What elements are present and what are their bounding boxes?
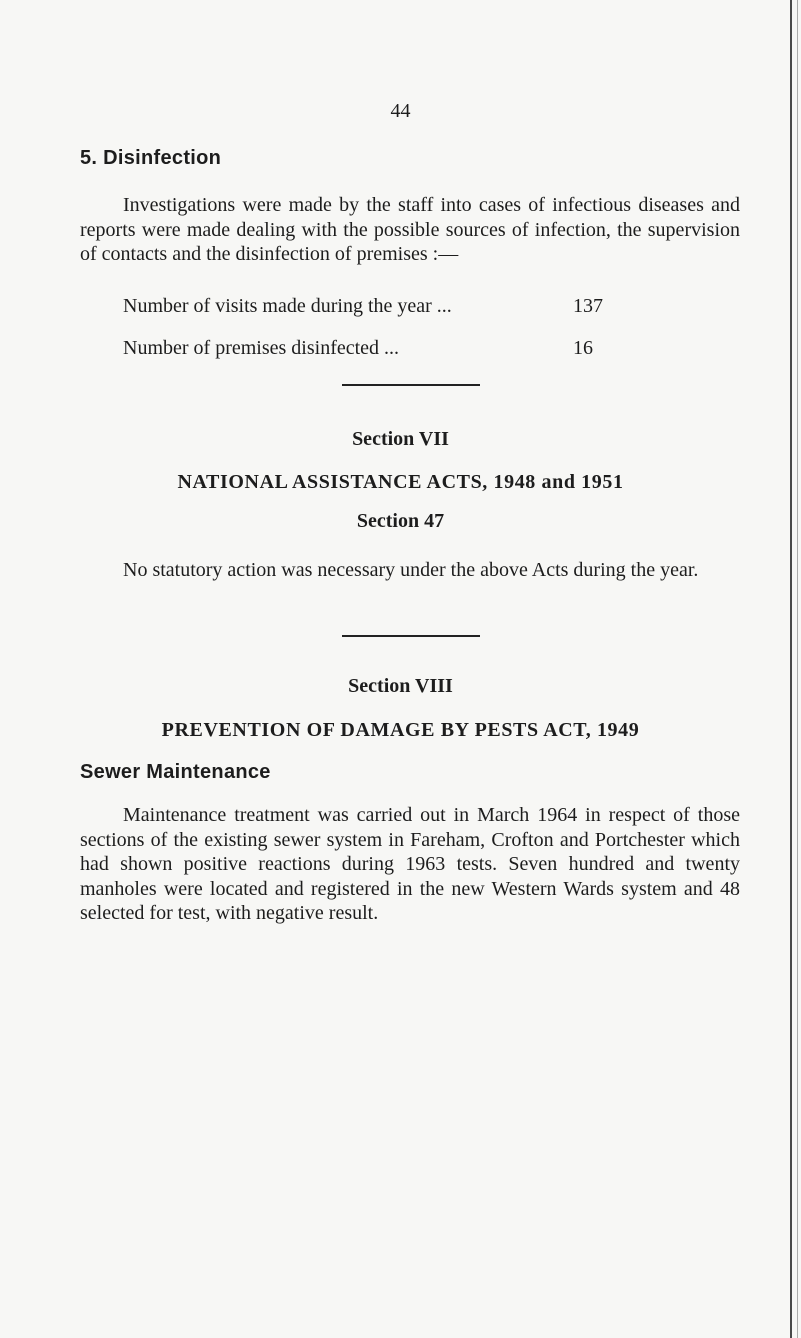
section-viii-heading: Section VIII <box>348 675 453 697</box>
sewer-maintenance-paragraph: Maintenance treatment was carried out in March 1964 in respect of those sections of the existing sewer system in Fareham, Crofton and Portchester which had shown positive reactions during 1963 tests. Seven hundred and twenty manholes were located and registered in the new Western Wards system and 48 selected for test, with negative result. <box>80 804 740 924</box>
page-number: 44 <box>390 100 411 122</box>
stat-label: Number of visits made during the year ... <box>123 295 452 317</box>
disinfection-heading: 5. Disinfection <box>80 147 222 169</box>
stat-row-premises <box>123 337 613 360</box>
stat-label: Number of premises disinfected ... <box>123 337 400 359</box>
section-vii-paragraph: No statutory action was necessary under the above Acts during the year. <box>123 559 699 581</box>
section-vii-title: NATIONAL ASSISTANCE ACTS, 1948 and 1951 <box>177 471 624 493</box>
page-edge-shadow <box>797 0 798 1338</box>
section-viii-title: PREVENTION OF DAMAGE BY PESTS ACT, 1949 <box>161 719 640 741</box>
stat-row-visits <box>123 295 613 318</box>
section-vii-heading: Section VII <box>352 428 449 450</box>
section-divider <box>342 635 480 637</box>
section-divider <box>342 384 480 386</box>
stat-value: 137 <box>573 295 603 317</box>
disinfection-paragraph: Investigations were made by the staff into cases of infectious diseases and reports were made dealing with the possible sources of infection, the supervision of contacts and the disinfection of premises :— <box>80 194 740 265</box>
page-edge-line <box>790 0 792 1338</box>
stat-value: 16 <box>573 337 593 359</box>
section-47-subheading: Section 47 <box>356 510 445 532</box>
sewer-maintenance-heading: Sewer Maintenance <box>80 761 271 783</box>
